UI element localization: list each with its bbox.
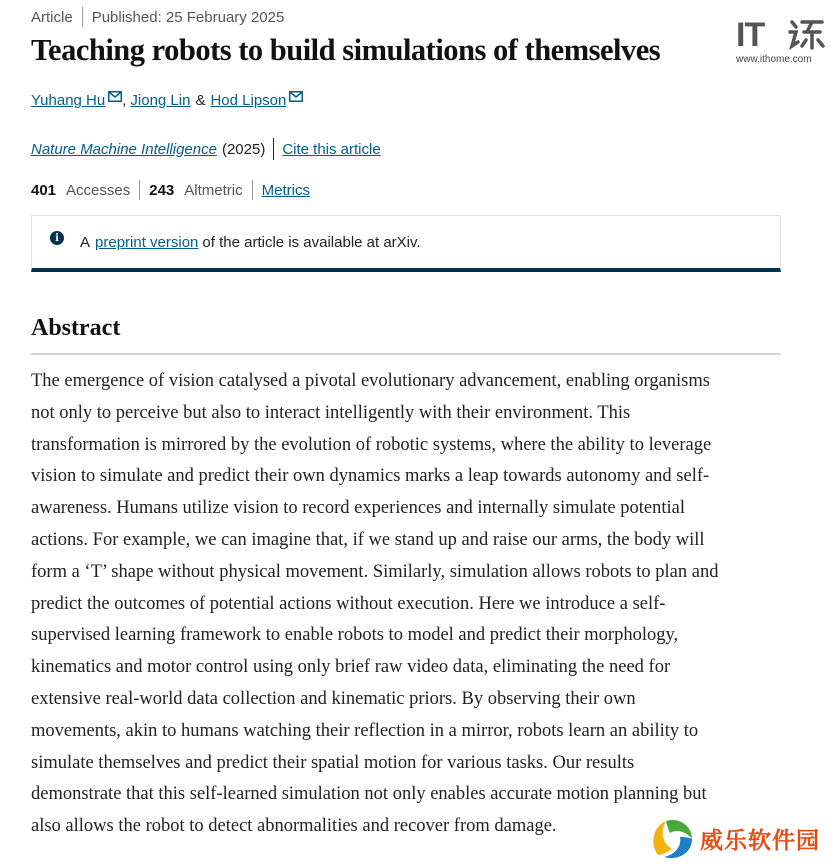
abstract-line: transformation is mirrored by the evolution of robotic systems, where the ability to leverage <box>31 434 712 455</box>
abstract-line: form a ‘T’ shape without physical movement. Similarly, simulation allows robots to plan and <box>31 561 719 582</box>
abstract-line: The emergence of vision catalysed a pivotal evolutionary advancement, enabling organisms <box>31 371 710 391</box>
article-meta <box>31 6 284 28</box>
abstract-line: actions. For example, we can imagine that, if we stand up and raise our arms, the body will <box>31 529 705 550</box>
abstract-line: movements, akin to humans watching their reflection in a mirror, robots learn an ability to <box>31 720 699 741</box>
notice-suffix: of the article is available at arXiv. <box>202 233 421 251</box>
preprint-notice <box>31 215 781 272</box>
abstract-line: vision to simulate and predict their own dynamics marks a leap towards autonomy and self- <box>31 466 710 487</box>
weile-logo-text: 威乐软件园 <box>700 827 820 854</box>
info-icon: i <box>50 231 64 245</box>
meta-divider <box>82 7 83 27</box>
altmetric-label: Altmetric <box>184 181 243 199</box>
author-ampersand: & <box>195 92 206 109</box>
abstract-divider <box>31 353 781 355</box>
journal-divider <box>273 138 274 160</box>
ithome-logo-glyph <box>786 18 826 52</box>
author-link-hod-lipson[interactable]: Hod Lipson <box>210 92 287 109</box>
abstract-line: kinematics and motor control using only brief raw video data, eliminating the need for <box>31 657 671 678</box>
article-type: Article <box>31 8 73 26</box>
preprint-link[interactable]: preprint version <box>95 233 199 251</box>
author-separator: , <box>122 92 127 109</box>
abstract-line: predict the outcomes of potential actions without execution. Here we introduce a self- <box>31 593 666 614</box>
article-metrics <box>31 180 310 200</box>
author-link-yuhang-hu[interactable]: Yuhang Hu <box>31 92 106 109</box>
accesses-label: Accesses <box>66 181 131 199</box>
published-date: Published: 25 February 2025 <box>91 8 285 26</box>
accesses-count: 401 <box>31 181 57 199</box>
abstract-line: supervised learning framework to enable robots to model and predict their morphology, <box>31 625 679 646</box>
abstract-heading: Abstract <box>31 315 121 341</box>
email-icon[interactable] <box>289 91 303 102</box>
abstract-line: extensive real-world data collection and kinematic priors. By observing their own <box>31 688 636 709</box>
ithome-logo-mark: IT <box>736 16 765 54</box>
ithome-url: www.ithome.com <box>736 54 812 65</box>
metrics-divider <box>139 180 140 200</box>
article-title: Teaching robots to build simulations of themselves <box>31 33 661 67</box>
abstract-line: simulate themselves and predict their spatial motion for various tasks. Our results <box>31 752 635 773</box>
author-list <box>31 92 303 109</box>
abstract-text <box>31 366 783 843</box>
weile-logo-icon <box>648 815 696 863</box>
abstract-line: not only to perceive but also to interact intelligently with their environment. This <box>31 402 631 423</box>
author-link-jiong-lin[interactable]: Jiong Lin <box>130 92 191 109</box>
cite-article-link[interactable]: Cite this article <box>282 140 381 158</box>
altmetric-count: 243 <box>149 181 175 199</box>
ithome-watermark-logo <box>736 16 828 71</box>
journal-link[interactable]: Nature Machine Intelligence <box>31 140 217 158</box>
metrics-link[interactable]: Metrics <box>261 181 310 199</box>
abstract-line: also allows the robot to detect abnormalities and recover from damage. <box>31 816 557 837</box>
metrics-divider <box>252 180 253 200</box>
abstract-line: awareness. Humans utilize vision to record experiences and internally simulate potential <box>31 498 685 519</box>
notice-prefix: A <box>80 233 91 251</box>
email-icon[interactable] <box>108 91 122 102</box>
abstract-line: demonstrate that this self-learned simulation not only enables accurate motion planning but <box>31 784 707 805</box>
journal-info <box>31 138 381 160</box>
weile-watermark-logo <box>648 815 833 863</box>
journal-year: (2025) <box>221 140 266 158</box>
